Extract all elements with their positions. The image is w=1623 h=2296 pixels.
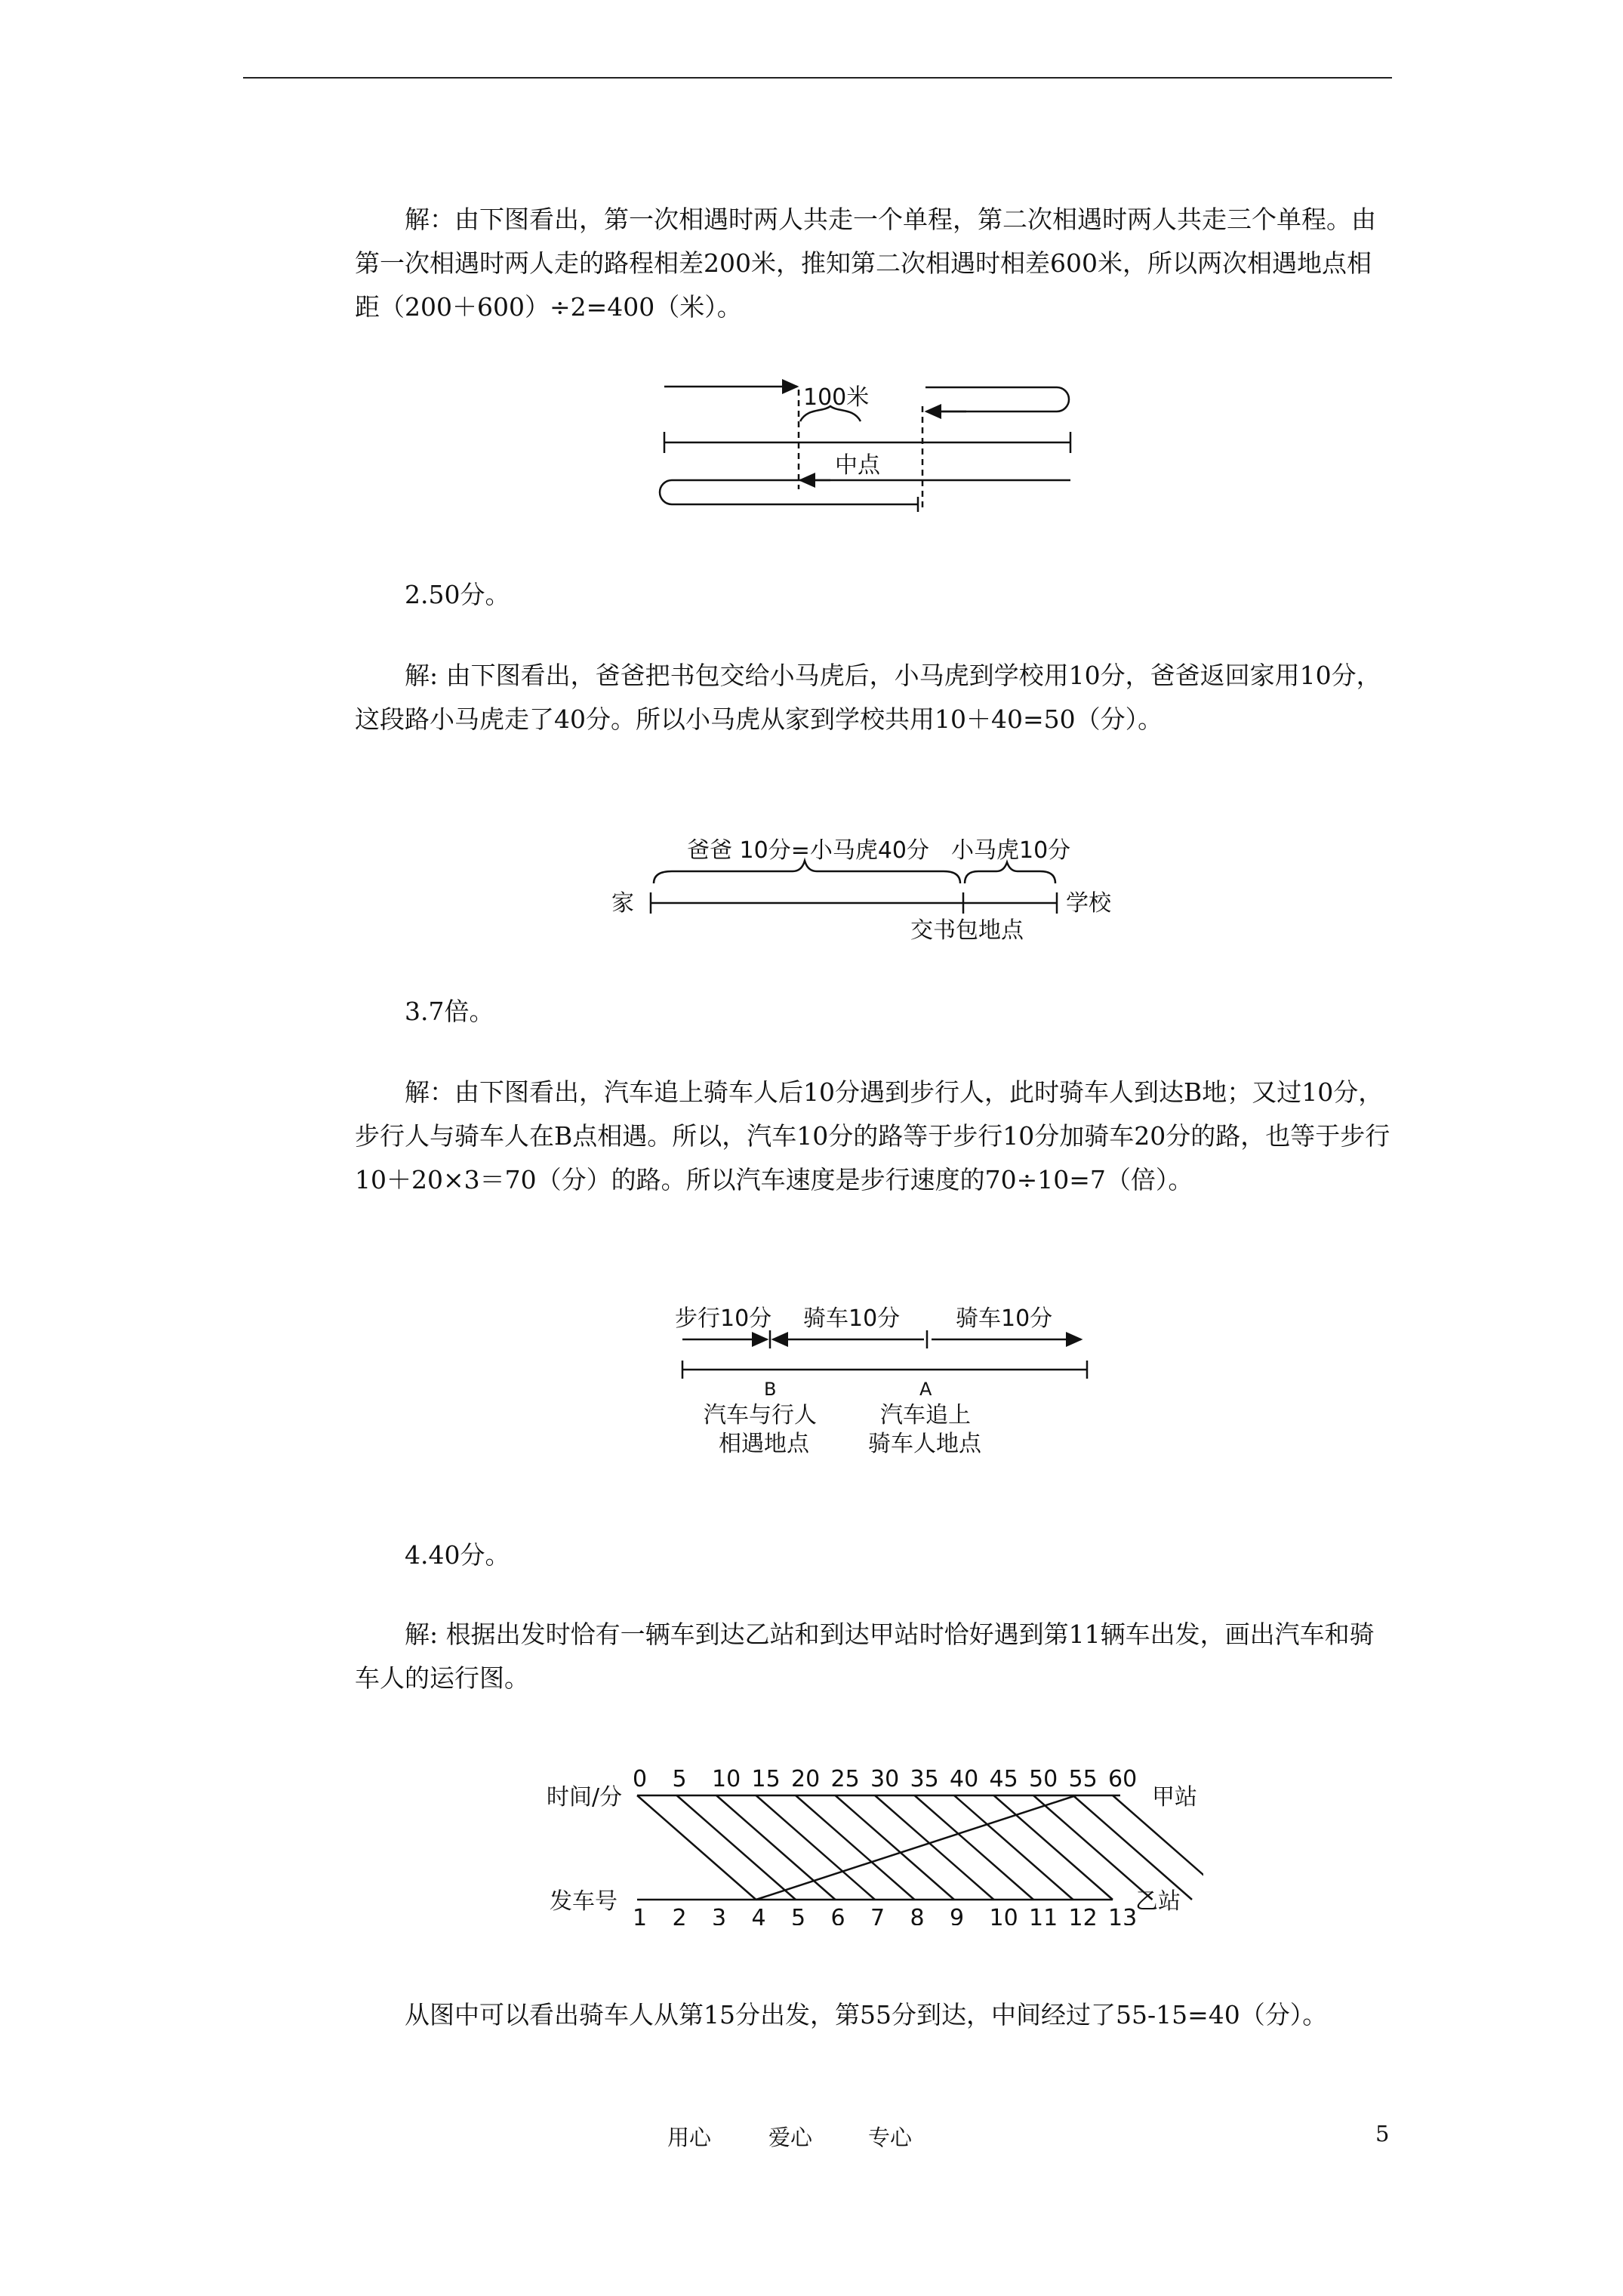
ride-segment-label-1: 骑车10分: [803, 1305, 901, 1332]
bus-run-line: [756, 1795, 876, 1900]
bus-run-line: [915, 1795, 1034, 1900]
time-tick-label: 55: [1068, 1766, 1098, 1792]
footer-item-2: 爱心: [768, 2125, 813, 2150]
point-b-label: B: [764, 1379, 777, 1400]
bus-run-line: [637, 1795, 756, 1900]
time-axis-label: 时间/分: [547, 1784, 623, 1811]
distance-label: 100米: [803, 384, 870, 411]
departure-number: 3: [712, 1905, 727, 1925]
departure-number: 5: [791, 1905, 806, 1925]
departure-number: 8: [910, 1905, 925, 1925]
departure-number: 11: [1029, 1905, 1058, 1925]
departure-number: 13: [1108, 1905, 1138, 1925]
station-jia-label: 甲站: [1152, 1784, 1197, 1811]
departure-number: 12: [1068, 1905, 1098, 1925]
point-b-desc-line1: 汽车与行人: [704, 1402, 817, 1428]
home-label: 家: [611, 890, 634, 917]
station-yi-label: 乙站: [1135, 1888, 1181, 1915]
solution-paragraph-3: 解：由下图看出，汽车追上骑车人后10分遇到步行人，此时骑车人到达B地；又过10分，步行人与骑车人在B点相遇。所以，汽车10分的路等于步行10分加骑车20分的路，也等于步行10＋20×3＝70（分）的路。所以汽车速度是步行速度的70÷10=7（倍）。: [355, 1077, 1390, 1194]
time-tick-label: 30: [870, 1766, 900, 1792]
answer-3: 3.7倍。: [405, 997, 494, 1026]
departure-number: 10: [989, 1905, 1018, 1925]
bus-run-line: [677, 1795, 796, 1900]
conclusion-paragraph: 从图中可以看出骑车人从第15分出发，第55分到达，中间经过了55-15=40（分）。: [405, 2000, 1328, 2029]
boy-time-label: 小马虎10分: [951, 837, 1071, 864]
bus-run-line: [1073, 1795, 1193, 1900]
answer-2: 2.50分。: [405, 580, 510, 609]
page-number: 5: [1375, 2121, 1390, 2147]
departure-number: 4: [751, 1905, 766, 1925]
handover-point-label: 交书包地点: [910, 917, 1024, 944]
bus-run-line: [1033, 1795, 1153, 1900]
father-time-label: 爸爸 10分=小马虎40分: [687, 837, 930, 864]
header-rule: [243, 77, 1392, 79]
bus-run-line: [796, 1795, 915, 1900]
cyclist-line: [756, 1795, 1076, 1900]
meeting-diagram: [649, 376, 1087, 527]
time-tick-label: 10: [712, 1766, 741, 1792]
midpoint-label: 中点: [835, 452, 880, 479]
bus-run-line: [875, 1795, 994, 1900]
departure-number: 7: [870, 1905, 885, 1925]
time-tick-label: 40: [950, 1766, 979, 1792]
time-tick-label: 45: [989, 1766, 1018, 1792]
solution-paragraph-2: 解: 由下图看出，爸爸把书包交给小马虎后，小马虎到学校用10分，爸爸返回家用10分，这段路小马虎走了40分。所以小马虎从家到学校共用10＋40=50（分）。: [355, 661, 1381, 734]
time-tick-label: 0: [633, 1766, 648, 1792]
school-label: 学校: [1066, 890, 1111, 917]
chase-diagram: [664, 1296, 1102, 1462]
departure-number-label: 发车号: [550, 1888, 617, 1915]
solution-paragraph-4: 解: 根据出发时恰有一辆车到达乙站和到达甲站时恰好遇到第11辆车出发，画出汽车和骑车人的运行图。: [355, 1620, 1375, 1693]
bus-run-line: [836, 1795, 955, 1900]
departure-number: 6: [830, 1905, 845, 1925]
departure-number: 2: [672, 1905, 687, 1925]
time-tick-label: 15: [751, 1766, 781, 1792]
time-tick-label: 5: [672, 1766, 687, 1792]
ride-segment-label-2: 骑车10分: [956, 1305, 1053, 1332]
bus-run-line: [716, 1795, 836, 1900]
solution-paragraph-1: 解：由下图看出，第一次相遇时两人共走一个单程，第二次相遇时两人共走三个单程。由第一次相遇时两人走的路程相差200米，推知第二次相遇时相差600米，所以两次相遇地点相距（200＋600）÷2=400（米）。: [355, 205, 1376, 322]
schoolbag-diagram: [611, 831, 1125, 944]
point-a-desc-line1: 汽车追上: [880, 1402, 971, 1428]
departure-number: 9: [950, 1905, 965, 1925]
footer-item-3: 专心: [868, 2125, 913, 2150]
point-a-label: A: [919, 1379, 932, 1400]
bus-run-line: [994, 1795, 1113, 1900]
time-tick-label: 25: [830, 1766, 860, 1792]
answer-4: 4.40分。: [405, 1540, 510, 1570]
time-tick-label: 20: [791, 1766, 821, 1792]
footer-item-1: 用心: [667, 2125, 712, 2150]
time-tick-label: 35: [910, 1766, 939, 1792]
departure-number: 1: [633, 1905, 648, 1925]
time-tick-label: 50: [1029, 1766, 1058, 1792]
timetable-diagram: [539, 1759, 1203, 1925]
bus-run-line: [954, 1795, 1073, 1900]
walk-segment-label: 步行10分: [675, 1305, 772, 1332]
time-tick-label: 60: [1108, 1766, 1138, 1792]
point-a-desc-line2: 骑车人地点: [868, 1431, 981, 1457]
point-b-desc-line2: 相遇地点: [719, 1431, 809, 1457]
bus-run-line: [1113, 1795, 1203, 1900]
